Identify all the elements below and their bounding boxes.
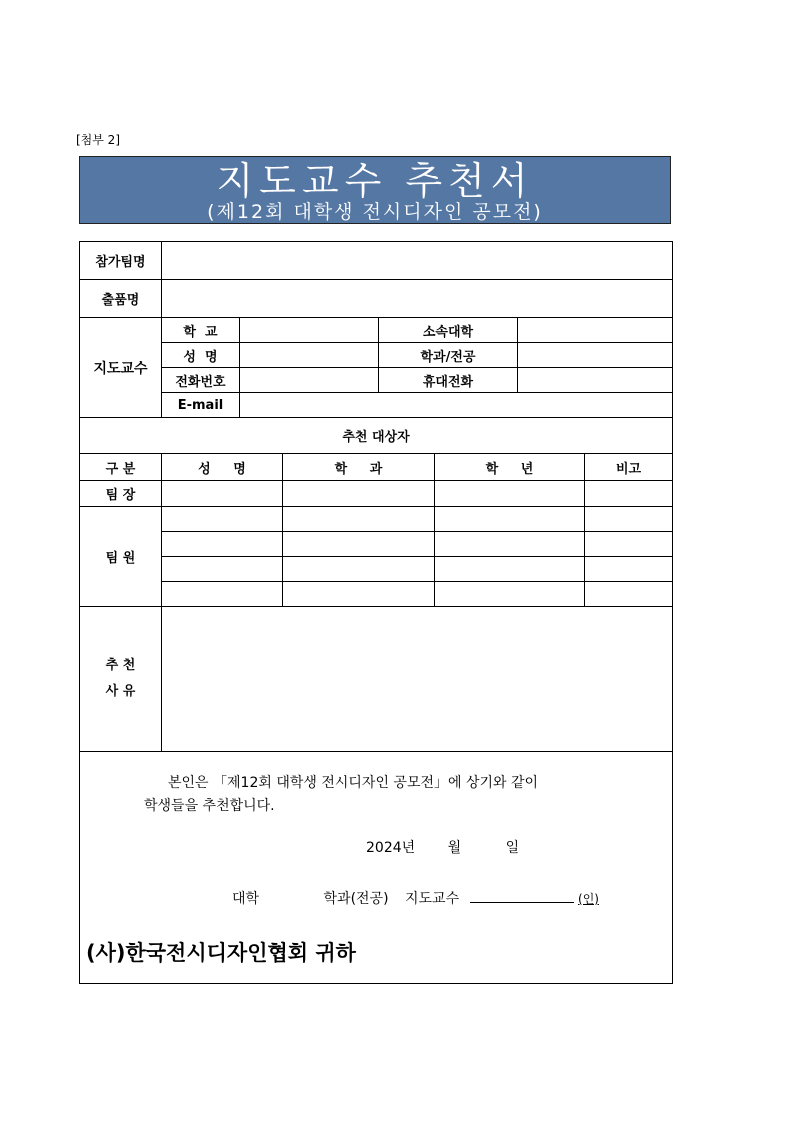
advisor-name-label: 성 명 (162, 343, 240, 368)
email-label: E-mail (162, 393, 240, 418)
member-year-field[interactable] (435, 507, 585, 532)
leader-year-field[interactable] (435, 481, 585, 507)
recommended-header: 추천 대상자 (80, 418, 673, 454)
sig-dept: 학과(전공) (323, 891, 389, 907)
date-month: 월 (447, 840, 462, 856)
advisor-label: 지도교수 (80, 318, 162, 418)
college-label: 소속대학 (379, 318, 518, 343)
reason-field[interactable] (162, 607, 673, 752)
school-field[interactable] (240, 318, 379, 343)
phone-label: 전화번호 (162, 368, 240, 393)
table-row (80, 532, 673, 557)
date-year: 2024년 (366, 840, 416, 856)
leader-name-field[interactable] (162, 481, 283, 507)
leader-note-field[interactable] (585, 481, 673, 507)
table-row (80, 557, 673, 582)
member-note-field[interactable] (585, 532, 673, 557)
mobile-field[interactable] (518, 368, 673, 393)
reason-label-line2: 사 유 (105, 684, 136, 699)
title-banner (79, 156, 671, 224)
addressee: (사)한국전시디자인협회 귀하 (86, 941, 356, 965)
member-note-field[interactable] (585, 557, 673, 582)
recommendation-form (79, 241, 673, 984)
declaration-section (80, 752, 673, 984)
reason-label-line1: 추 천 (105, 658, 136, 673)
declaration-line1: 본인은 「제12회 대학생 전시디자인 공모전」에 상기와 같이 (168, 775, 539, 791)
member-note-field[interactable] (585, 507, 673, 532)
college-field[interactable] (518, 318, 673, 343)
date-day: 일 (505, 840, 520, 856)
table-row (80, 582, 673, 607)
member-dept-field[interactable] (283, 582, 435, 607)
advisor-name-field[interactable] (240, 343, 379, 368)
phone-field[interactable] (240, 368, 379, 393)
seal-mark: (인) (578, 892, 599, 906)
team-name-field[interactable] (162, 242, 673, 280)
date-line (366, 837, 519, 857)
signature-field[interactable] (470, 890, 574, 903)
member-label: 팀 원 (80, 507, 162, 607)
member-dept-field[interactable] (283, 507, 435, 532)
dept-label: 학과/전공 (379, 343, 518, 368)
member-year-field[interactable] (435, 557, 585, 582)
member-name-field[interactable] (162, 507, 283, 532)
col-category: 구 분 (80, 454, 162, 481)
member-name-field[interactable] (162, 557, 283, 582)
col-name: 성 명 (162, 454, 283, 481)
team-name-label: 참가팀명 (80, 242, 162, 280)
dept-field[interactable] (518, 343, 673, 368)
col-note: 비고 (585, 454, 673, 481)
signature-line (232, 888, 599, 908)
member-name-field[interactable] (162, 582, 283, 607)
sig-advisor: 지도교수 (405, 891, 460, 907)
col-year: 학 년 (435, 454, 585, 481)
leader-label: 팀 장 (80, 481, 162, 507)
member-year-field[interactable] (435, 532, 585, 557)
entry-name-label: 출품명 (80, 280, 162, 318)
member-note-field[interactable] (585, 582, 673, 607)
mobile-label: 휴대전화 (379, 368, 518, 393)
member-year-field[interactable] (435, 582, 585, 607)
document-title: 지도교수 추천서 (216, 159, 534, 203)
sig-college: 대학 (232, 891, 260, 907)
leader-dept-field[interactable] (283, 481, 435, 507)
declaration-line2: 학생들을 추천합니다. (144, 798, 275, 814)
table-row (80, 507, 673, 532)
school-label: 학 교 (162, 318, 240, 343)
attachment-label: [첨부 2] (76, 133, 120, 147)
member-dept-field[interactable] (283, 532, 435, 557)
document-subtitle: (제12회 대학생 전시디자인 공모전) (207, 201, 543, 223)
member-name-field[interactable] (162, 532, 283, 557)
reason-label (80, 607, 162, 752)
table-row (80, 481, 673, 507)
email-field[interactable] (240, 393, 673, 418)
entry-name-field[interactable] (162, 280, 673, 318)
col-dept: 학 과 (283, 454, 435, 481)
member-dept-field[interactable] (283, 557, 435, 582)
